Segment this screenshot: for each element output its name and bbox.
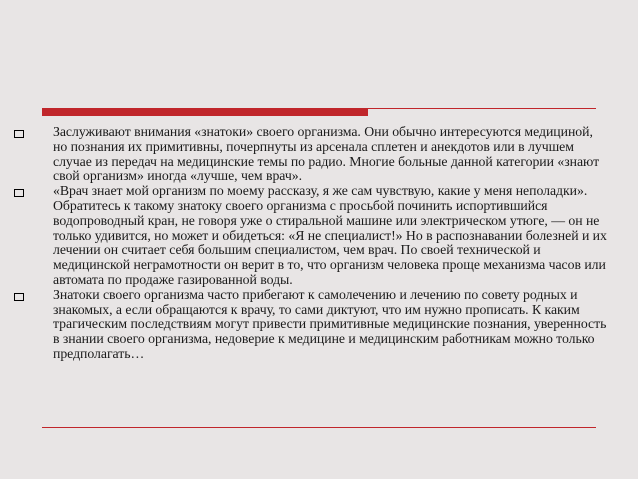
- list-item-text: «Врач знает мой организм по моему рассказу, я же сам чувствую, какие у меня неполадки». Обратитесь к такому знатоку своего организма с просьбой починить испортившийся водопроводный кран, не говоря уже о стиральной машине или электрическом утюге, — он не только удивится, но может и обидеться: «Я не специалист!» Но в распознавании болезней и их лечении он считает себя большим специалистом, чем врач. По своей технической и медицинской неграмотности он верит в то, что организм человека проще механизма часов или автомата по продаже газированной воды.: [53, 183, 607, 287]
- accent-bar-thick: [42, 108, 368, 116]
- hollow-square-bullet-icon: [14, 189, 24, 197]
- bullet-list: [14, 125, 610, 362]
- list-item: [14, 125, 610, 184]
- hollow-square-bullet-icon: [14, 130, 24, 138]
- list-item-text: Заслуживают внимания «знатоки» своего организма. Они обычно интересуются медициной, но познания их примитивны, почерпнуты из арсенала сплетен и анекдотов или в лучшем случае из передач на медицинские темы по радио. Многие больные данной категории «знают свой организм» иногда «лучше, чем врач».: [53, 124, 600, 184]
- list-item-text: Знатоки своего организма часто прибегают к самолечению и лечению по совету родных и знакомых, а если обращаются к врачу, то сами диктуют, что им нужно прописать. К каким трагическим последствиям могут привести примитивные медицинские познания, уверенность в знании своего организма, недоверие к медицине и медицинским работникам можно только предполагать…: [53, 286, 607, 361]
- hollow-square-bullet-icon: [14, 293, 24, 301]
- accent-line-bottom: [42, 427, 596, 428]
- list-item: [14, 184, 610, 288]
- list-item: [14, 288, 610, 362]
- accent-line-top: [368, 108, 596, 109]
